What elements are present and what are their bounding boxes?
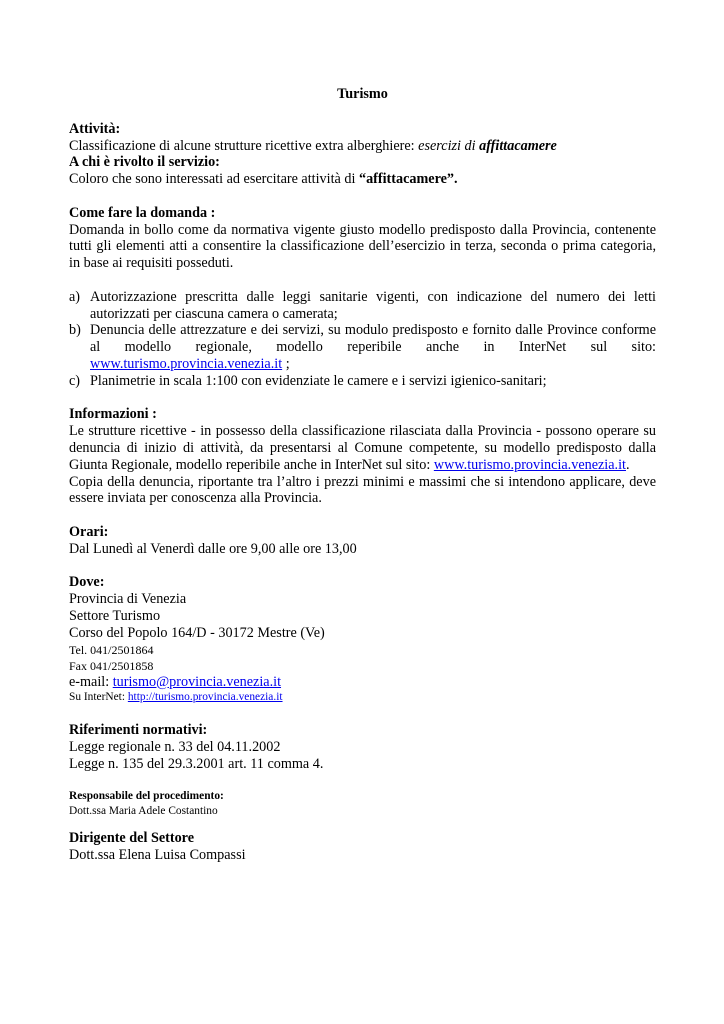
- dove-line-1: Provincia di Venezia: [69, 591, 187, 608]
- riferimenti-heading: Riferimenti normativi:: [69, 722, 208, 739]
- spacer: [69, 705, 656, 722]
- spacer: [69, 188, 656, 205]
- requirements-list: [69, 289, 656, 390]
- a-chi-text: [69, 171, 656, 188]
- come-fare-heading: Come fare la domanda :: [69, 204, 216, 221]
- list-item: [69, 322, 656, 372]
- informazioni-heading: Informazioni :: [69, 406, 157, 423]
- dove-heading: Dove:: [69, 574, 105, 591]
- a-chi-text-plain: Coloro che sono interessati ad esercitare attività di: [69, 171, 359, 188]
- riferimenti-line-2: Legge n. 135 del 29.3.2001 art. 11 comma 4.: [69, 755, 324, 772]
- spacer: [69, 507, 656, 524]
- a-chi-text-bold: “affittacamere”.: [358, 171, 458, 188]
- list-item-text: Planimetrie in scala 1:100 con evidenziate le camere e i servizi igienico-sanitari;: [90, 372, 547, 389]
- list-item: [69, 373, 656, 390]
- turismo-link[interactable]: www.turismo.provincia.venezia.it: [433, 456, 626, 473]
- spacer: [69, 772, 656, 789]
- informazioni-text-2: .: [625, 456, 630, 473]
- attivita-text-bold-italic: affittacamere: [479, 137, 557, 154]
- responsabile-heading: Responsabile del procedimento:: [69, 790, 224, 803]
- dove-line-2: Settore Turismo: [69, 607, 161, 624]
- attivita-text: [69, 138, 656, 155]
- come-fare-text: Domanda in bollo come da normativa vigente giusto modello predisposto dalla Provincia, contenente tutti gli elementi atti a consentire la classificazione dell’esercizio in terza, seconda o prima categoria, in base ai requisiti posseduti.: [69, 221, 656, 272]
- spacer: [69, 819, 656, 830]
- list-item-text: Autorizzazione prescritta dalle leggi sanitarie vigenti, con indicazione del numero dei letti autorizzati per ciascuna camera o camerata;: [90, 288, 656, 322]
- spacer: [69, 558, 656, 575]
- dirigente-name: Dott.ssa Elena Luisa Compassi: [69, 847, 246, 864]
- dove-email-line: [69, 674, 656, 691]
- attivita-text-plain: Classificazione di alcune strutture ricettive extra alberghiere:: [69, 137, 419, 154]
- informazioni-text-1: Le strutture ricettive - in possesso della classificazione rilasciata dalla Provincia - possono operare su denuncia di inizio di attività, da presentarsi al Comune competente, su modello predisposto dalla Giunta Regionale, modello reperibile anche in InterNet sul sito:: [69, 423, 656, 473]
- dove-web-line: [69, 690, 656, 705]
- attivita-text-italic: esercizi di: [418, 137, 480, 154]
- spacer: [69, 272, 656, 289]
- page-title: Turismo: [337, 86, 388, 102]
- email-label: e-mail:: [69, 673, 113, 690]
- list-item: [69, 289, 656, 323]
- web-link[interactable]: http://turismo.provincia.venezia.it: [127, 691, 283, 704]
- turismo-link[interactable]: www.turismo.provincia.venezia.it: [90, 355, 283, 372]
- list-item-text: Denuncia delle attrezzature e dei servizi, su modulo predisposto e fornito dalle Province conforme al modello regionale, modello reperibile anche in InterNet sul sito:: [90, 322, 656, 356]
- list-item-marker: a): [69, 288, 81, 305]
- dove-tel: Tel. 041/2501864: [69, 642, 154, 657]
- attivita-heading: Attività:: [69, 120, 121, 137]
- riferimenti-line-1: Legge regionale n. 33 del 04.11.2002: [69, 738, 281, 755]
- list-item-marker: b): [69, 322, 81, 339]
- list-item-text-after: ;: [282, 355, 290, 372]
- web-label: Su InterNet:: [69, 691, 128, 704]
- list-item-marker: c): [69, 372, 81, 389]
- document-content: [69, 86, 656, 864]
- orari-text: Dal Lunedì al Venerdì dalle ore 9,00 alle ore 13,00: [69, 540, 357, 557]
- spacer: [69, 390, 656, 407]
- informazioni-text: [69, 423, 656, 473]
- responsabile-name: Dott.ssa Maria Adele Costantino: [69, 805, 218, 818]
- informazioni-text-3: Copia della denuncia, riportante tra l’altro i prezzi minimi e massimi che si intendono applicare, deve essere inviata per conoscenza alla Provincia.: [69, 473, 656, 507]
- dirigente-heading: Dirigente del Settore: [69, 830, 195, 847]
- dove-line-3: Corso del Popolo 164/D - 30172 Mestre (Ve): [69, 624, 325, 641]
- orari-heading: Orari:: [69, 523, 109, 540]
- a-chi-heading: A chi è rivolto il servizio:: [69, 154, 220, 171]
- dove-fax: Fax 041/2501858: [69, 658, 154, 673]
- email-link[interactable]: turismo@provincia.venezia.it: [112, 673, 282, 690]
